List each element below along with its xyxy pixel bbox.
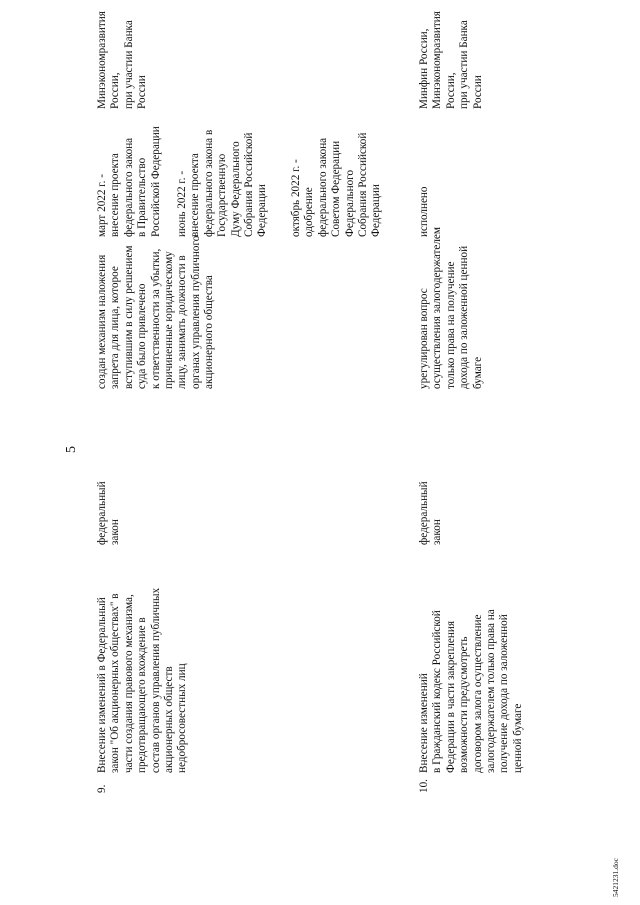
page-number: 5	[64, 446, 79, 453]
deadline-cell: исполнено	[418, 186, 430, 237]
doc-type-cell: федеральный закон	[418, 481, 444, 545]
measure-cell: Внесение изменений в Федеральный закон "Об акционерных обществах" в части создания правового механизма, предотвращающего вхождение в состав органов управления публичных акционерных обществ недобросовестных лиц	[96, 587, 189, 773]
doc-type-cell: федеральный закон	[96, 481, 122, 545]
deadline-cell: октябрь 2022 г. - одобрение федерального закона Советом Федерации Федерального Собрания Российской Федерации	[290, 132, 383, 237]
row-number: 10.	[418, 779, 430, 793]
deadline-cell: март 2022 г. - внесение проекта федерального закона в Правительство Российской Федерации	[96, 126, 162, 237]
footer-filename: 5421231.doc	[611, 858, 620, 897]
responsible-cell: Минфин России, Минэкономразвития России, при участии Банка России	[418, 11, 484, 109]
deadline-cell: июнь 2022 г. - внесение проекта федерального закона в Государственную Думу Федерального Собрания Российской Федерации	[176, 129, 269, 237]
measure-cell: Внесение изменений в Гражданский кодекс Российской Федерации в части закрепления возможности предусмотреть договором залога осуществление залогодержателем только права на получение дохода по заложенной ценной бумаге	[418, 609, 524, 773]
responsible-cell: Минэкономразвития России, при участии Банка России	[96, 11, 149, 109]
result-cell: урегулирован вопрос осуществления залогодержателем только права на получение дохода по заложенной ценной бумаге	[418, 227, 484, 389]
result-cell: создан механизм наложения запрета для лица, которое вступившим в силу решением суда было привлечено к ответственности за убытки, причиненные юридическому лицу, занимать должности в органах управления публичного акционерного общества	[96, 235, 216, 389]
row-number: 9.	[96, 784, 108, 793]
